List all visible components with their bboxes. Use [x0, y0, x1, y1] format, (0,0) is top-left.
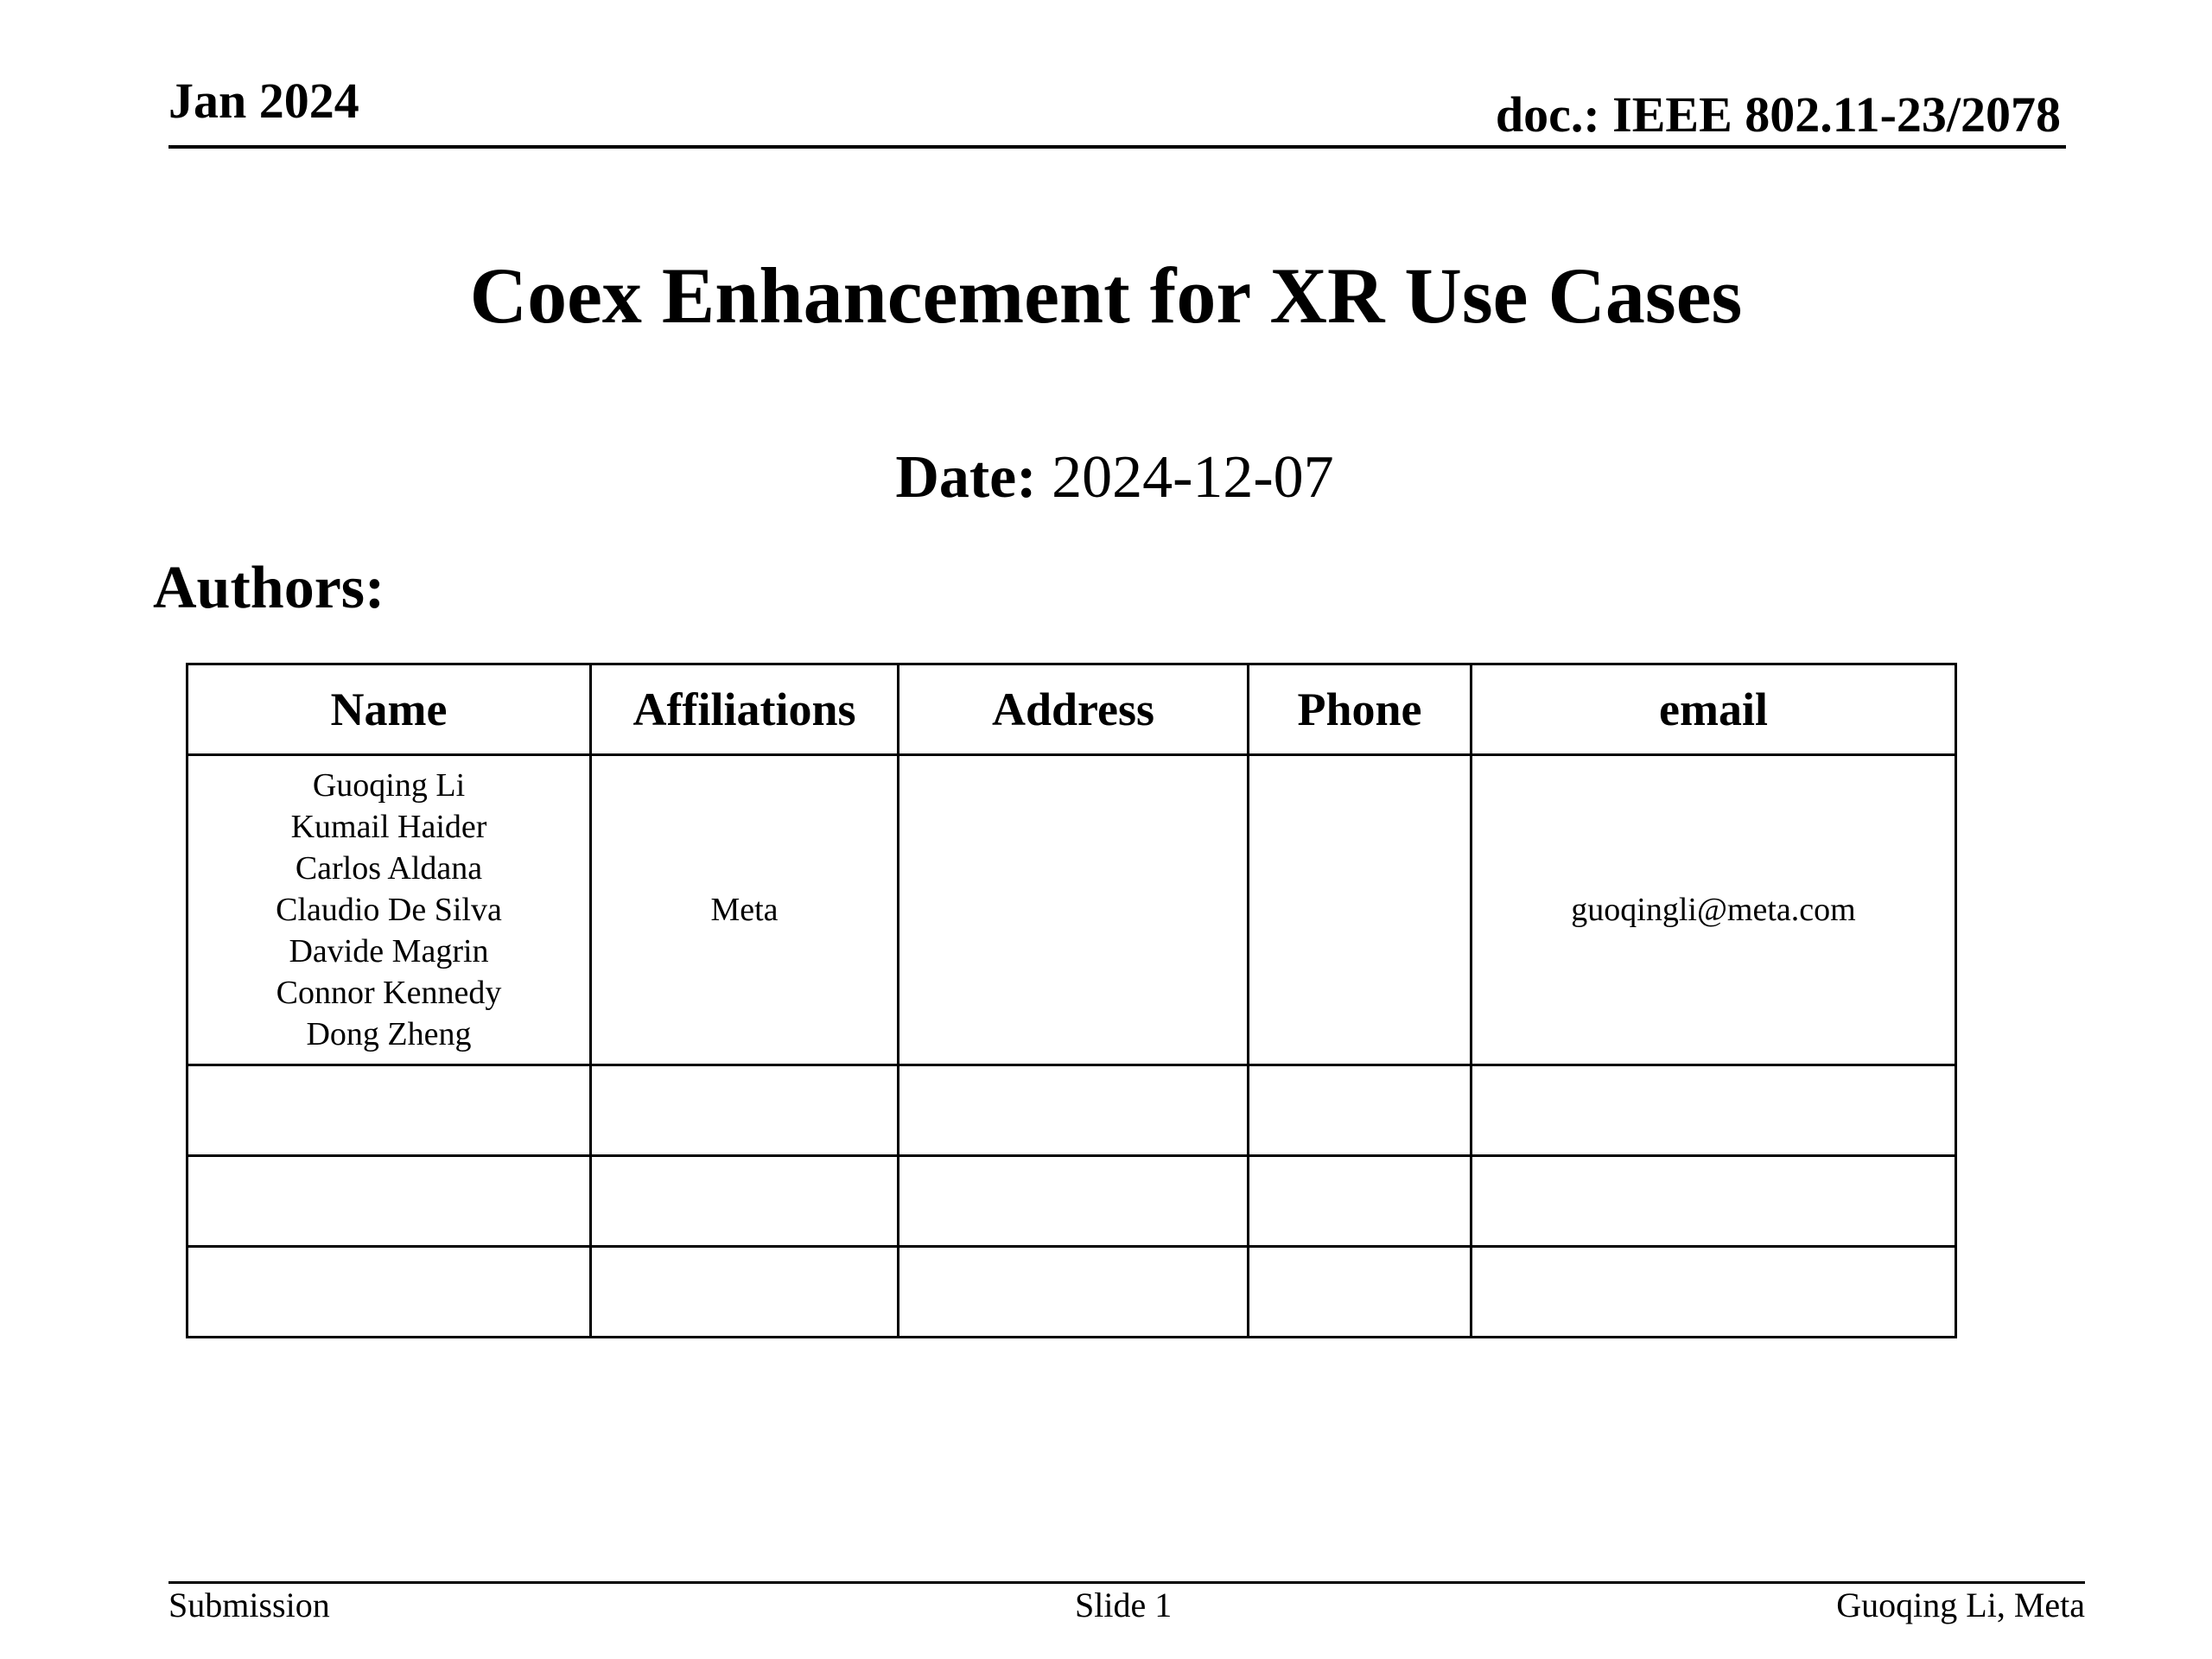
author-name: Kumail Haider: [290, 809, 487, 845]
header-doc-id: doc.: IEEE 802.11-23/2078: [1495, 86, 2061, 143]
table-row: [188, 755, 1956, 1065]
empty-cell: [1471, 1065, 1956, 1156]
empty-cell: [1249, 1065, 1471, 1156]
footer-slide-number: Slide 1: [1075, 1586, 1173, 1624]
column-header-name: Name: [188, 664, 591, 755]
date-line: [0, 444, 2212, 511]
empty-cell: [1471, 1156, 1956, 1247]
empty-cell: [188, 1156, 591, 1247]
empty-cell: [899, 1247, 1249, 1338]
empty-cell: [591, 1065, 899, 1156]
author-name: Davide Magrin: [289, 933, 489, 969]
empty-cell: [899, 1156, 1249, 1247]
empty-cell: [1471, 1247, 1956, 1338]
author-name: Dong Zheng: [306, 1016, 472, 1052]
footer-submission: Submission: [168, 1586, 330, 1624]
empty-cell: [1249, 1247, 1471, 1338]
table-row-empty: [188, 1156, 1956, 1247]
affiliation-cell: Meta: [591, 755, 899, 1065]
table-row-empty: [188, 1065, 1956, 1156]
column-header-address: Address: [899, 664, 1249, 755]
footer-author: Guoqing Li, Meta: [1836, 1586, 2085, 1624]
table-header-row: [188, 664, 1956, 755]
empty-cell: [1249, 1156, 1471, 1247]
empty-cell: [899, 1065, 1249, 1156]
authors-table: [186, 663, 1957, 1338]
empty-cell: [188, 1247, 591, 1338]
authors-heading: Authors:: [153, 555, 385, 621]
author-name: Claudio De Silva: [276, 892, 502, 928]
phone-cell: [1249, 755, 1471, 1065]
email-cell: guoqingli@meta.com: [1471, 755, 1956, 1065]
author-name: Carlos Aldana: [295, 850, 483, 887]
footer-divider: [168, 1581, 2085, 1584]
table-row-empty: [188, 1247, 1956, 1338]
slide-title: Coex Enhancement for XR Use Cases: [469, 251, 1743, 340]
date-value: 2024-12-07: [1052, 444, 1334, 511]
column-header-phone: Phone: [1249, 664, 1471, 755]
date-label: Date:: [895, 444, 1037, 511]
column-header-email: email: [1471, 664, 1956, 755]
address-cell: [899, 755, 1249, 1065]
author-names-cell: [188, 755, 591, 1065]
header-divider: [168, 145, 2066, 149]
empty-cell: [591, 1156, 899, 1247]
empty-cell: [591, 1247, 899, 1338]
column-header-affiliations: Affiliations: [591, 664, 899, 755]
empty-cell: [188, 1065, 591, 1156]
header-date: Jan 2024: [168, 73, 359, 129]
author-name: Guoqing Li: [312, 767, 466, 804]
author-name: Connor Kennedy: [276, 975, 502, 1011]
